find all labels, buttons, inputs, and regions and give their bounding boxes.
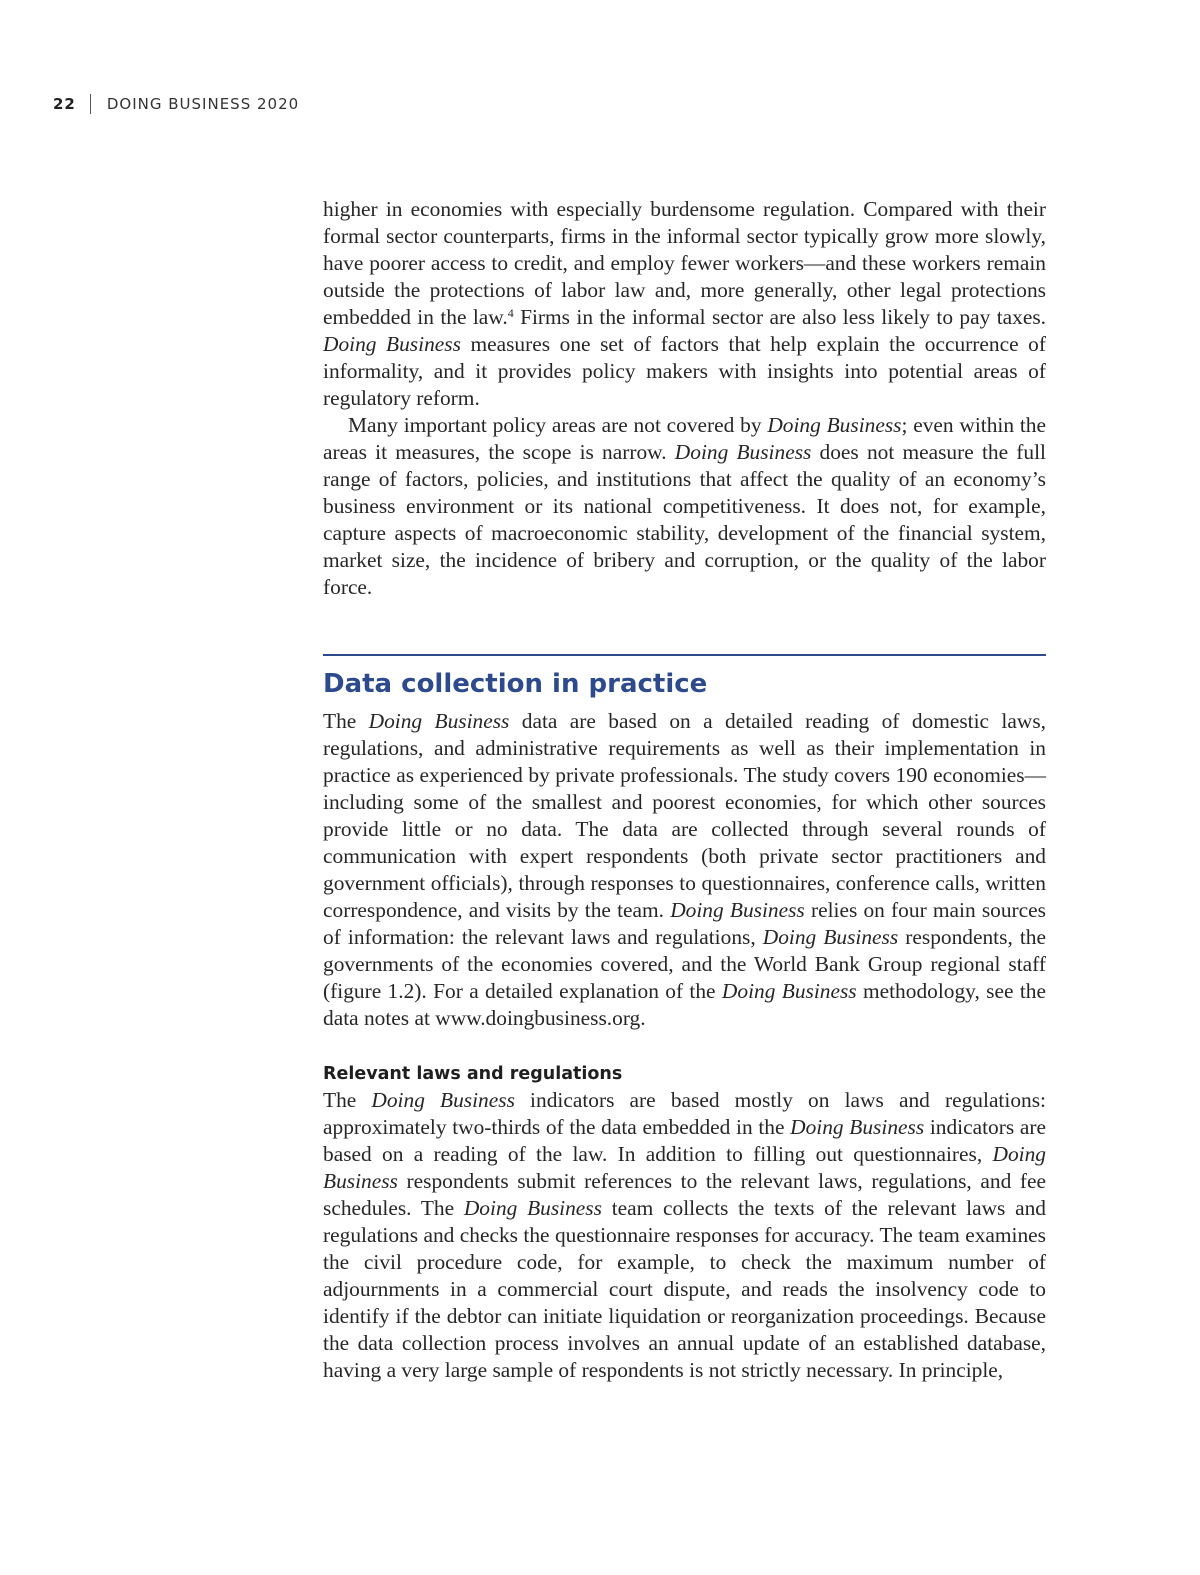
italic-title: Doing Business [674,440,812,464]
italic-title: Doing Business [790,1115,925,1139]
italic-title: Doing Business [371,1088,515,1112]
italic-title: Doing Business [368,709,510,733]
text-run: does not measure the full range of factors, policies, and institutions that affect the quality of an economy’s business environment or its national competitiveness. It does not, for example, capture aspects of macroeconomic stability, development of the financial system, market size, the incidence of bribery and corruption, or the quality of the labor force. [323,440,1046,599]
text-run: indicators are based mostly on laws and regulations: approximately two-thirds of the data embedded in the [323,1088,1046,1139]
text-run: higher in economies with especially burdensome regulation. Compared with their formal sector counterparts, firms in the informal sector typically grow more slowly, have poorer access to credit, and employ fewer workers—and these workers remain outside the protections of labor law and, more generally, other legal protections embedded in the law. [323,197,1046,329]
header-divider [90,94,91,114]
text-run: respondents, the governments of the economies covered, and the World Bank Group regional staff (figure 1.2). For a detailed explanation of the [323,925,1046,1003]
text-run: relies on four main sources of information: the relevant laws and regulations, [323,898,1046,949]
italic-title: Doing Business [721,979,857,1003]
text-column [323,196,1046,1384]
footnote-ref: 4 [507,306,514,320]
italic-title: Doing Business [323,332,461,356]
italic-title: Doing Business [670,898,805,922]
text-run: indicators are based on a reading of the law. In addition to filling out questionnaires, [323,1115,1046,1166]
text-run: data are based on a detailed reading of domestic laws, regulations, and administrative requirements as well as their implementation in practice as experienced by private professionals. The study covers 190 economies—including some of the smallest and poorest economies, for which other sources provide little or no data. The data are collected through several rounds of communication with expert respondents (both private sector practitioners and government officials), through responses to questionnaires, conference calls, written correspondence, and visits by the team. [323,709,1046,922]
italic-title: Doing Business [767,413,902,437]
paragraph-scope [323,412,1046,601]
page-number: 22 [53,95,76,113]
paragraph-informality [323,196,1046,412]
text-run: team collects the texts of the relevant laws and regulations and checks the questionnaire responses for accuracy. The team examines the civil procedure code, for example, to check the maximum number of adjournments in a commercial court dispute, and reads the insolvency code to identify if the debtor can initiate liquidation or reorganization proceedings. Because the data collection process involves an annual update of an established database, having a very large sample of respondents is not strictly necessary. In principle, [323,1196,1046,1382]
paragraph-data-collection [323,708,1046,1032]
text-run: The [323,709,369,733]
text-run: respondents submit references to the relevant laws, regulations, and fee schedules. The [323,1169,1046,1220]
section-rule [323,654,1046,656]
subsection-title: Relevant laws and regulations [323,1064,623,1084]
text-run: measures one set of factors that help explain the occurrence of informality, and it provides policy makers with insights into potential areas of regulatory reform. [323,332,1046,410]
paragraph-laws [323,1087,1046,1384]
text-run: ; even within the areas it measures, the scope is narrow. [323,413,1046,464]
section-title: Data collection in practice [323,669,708,699]
text-run: The [323,1088,372,1112]
italic-title: Doing Business [762,925,899,949]
text-run: Many important policy areas are not covered by [348,413,768,437]
running-head [53,94,299,114]
running-title: DOING BUSINESS 2020 [106,95,300,113]
italic-title: Doing Business [323,1142,1046,1193]
italic-title: Doing Business [463,1196,602,1220]
text-run: Firms in the informal sector are also less likely to pay taxes. [513,305,1046,329]
text-run: methodology, see the data notes at www.doingbusiness.org. [323,979,1046,1030]
